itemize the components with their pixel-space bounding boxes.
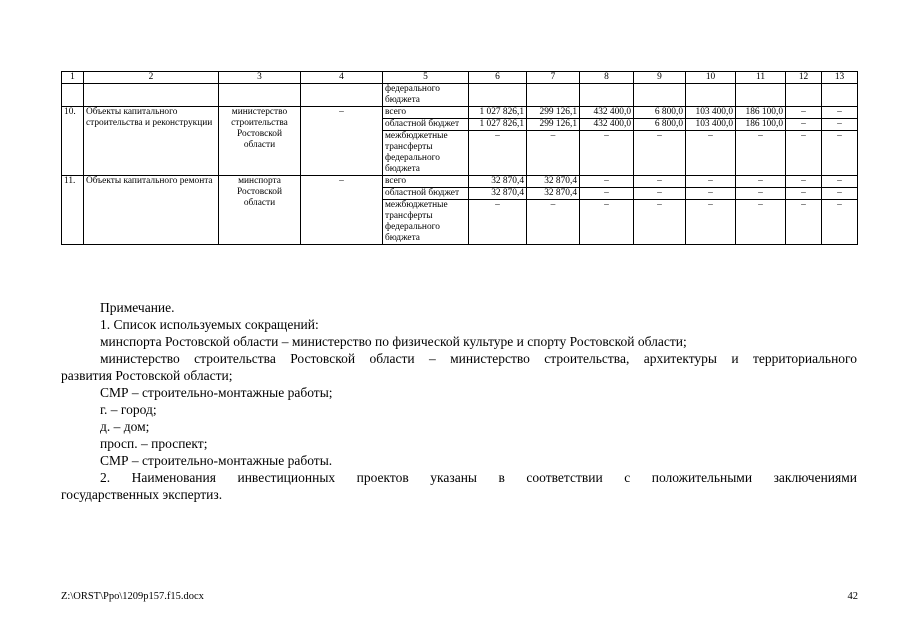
- source-label: межбюджетные трансферты федерального бюджета: [383, 200, 469, 245]
- source-label: областной бюджет: [383, 119, 469, 131]
- cell-value: –: [822, 107, 858, 119]
- abbreviation: СМР – строительно-монтажные работы;: [100, 385, 333, 400]
- cell-value: 32 870,4: [527, 176, 580, 188]
- cell-value: –: [786, 176, 822, 188]
- column-numbers-row: [62, 72, 858, 84]
- cell-value: –: [822, 131, 858, 176]
- note-item: 1. Список используемых сокращений:: [100, 317, 319, 332]
- source-label: всего: [383, 176, 469, 188]
- cell-value: –: [686, 188, 736, 200]
- note-item: 2. Наименования инвестиционных проектов указаны в соответствии с положительными заключениями: [100, 470, 857, 485]
- abbreviation: минспорта Ростовской области – министерство по физической культуре и спорту Ростовской области;: [100, 334, 687, 349]
- col-header: 4: [301, 72, 383, 84]
- cell-value: –: [634, 176, 686, 188]
- cell-value: 1 027 826,1: [469, 119, 527, 131]
- col-header: 6: [469, 72, 527, 84]
- col-header: 12: [786, 72, 822, 84]
- col-header: 5: [383, 72, 469, 84]
- abbreviation: д. – дом;: [100, 419, 150, 434]
- col4-value: –: [301, 176, 383, 245]
- cell-value: –: [634, 200, 686, 245]
- page-number: 42: [847, 591, 858, 602]
- row-number: 10.: [62, 107, 84, 176]
- object-name: Объекты капитального ремонта: [84, 176, 219, 245]
- abbreviation: СМР – строительно-монтажные работы.: [100, 453, 333, 468]
- cell-value: 32 870,4: [527, 188, 580, 200]
- note-item-cont: государственных экспертиз.: [61, 487, 223, 502]
- col-header: 7: [527, 72, 580, 84]
- ministry-name: министерство строительства Ростовской области: [219, 107, 301, 176]
- cell-value: –: [822, 176, 858, 188]
- object-name: Объекты капитального строительства и реконструкции: [84, 107, 219, 176]
- cell-value: 432 400,0: [580, 107, 634, 119]
- source-label: межбюджетные трансферты федерального бюджета: [383, 131, 469, 176]
- table-row: [62, 176, 858, 188]
- cell-value: –: [786, 107, 822, 119]
- cell-value: 1 027 826,1: [469, 107, 527, 119]
- budget-table: [61, 71, 858, 245]
- cell-value: –: [822, 119, 858, 131]
- cell-value: –: [469, 131, 527, 176]
- cell-value: –: [686, 131, 736, 176]
- cell-value: –: [822, 200, 858, 245]
- cell-value: –: [786, 131, 822, 176]
- cell-value: 299 126,1: [527, 107, 580, 119]
- col-header: 8: [580, 72, 634, 84]
- row-number: 11.: [62, 176, 84, 245]
- cell-value: –: [469, 200, 527, 245]
- source-label: областной бюджет: [383, 188, 469, 200]
- file-path: Z:\ORST\Ppo\1209p157.f15.docx: [61, 591, 204, 602]
- cell-value: 6 800,0: [634, 107, 686, 119]
- cell-value: –: [634, 188, 686, 200]
- cell-value: –: [686, 200, 736, 245]
- col-header: 9: [634, 72, 686, 84]
- cell-value: 299 126,1: [527, 119, 580, 131]
- ministry-name: минспорта Ростовской области: [219, 176, 301, 245]
- cell-value: –: [736, 176, 786, 188]
- abbreviation-cont: развития Ростовской области;: [61, 368, 233, 383]
- abbreviation: просп. – проспект;: [100, 436, 208, 451]
- cell-value: –: [580, 176, 634, 188]
- cell-value: –: [786, 119, 822, 131]
- col-header: 10: [686, 72, 736, 84]
- cell-value: –: [527, 200, 580, 245]
- cell-value: 186 100,0: [736, 107, 786, 119]
- cell-value: 6 800,0: [634, 119, 686, 131]
- cell-value: –: [634, 131, 686, 176]
- col-header: 13: [822, 72, 858, 84]
- cell-value: –: [580, 200, 634, 245]
- cell-value: –: [736, 188, 786, 200]
- col-header: 11: [736, 72, 786, 84]
- cell-value: –: [736, 131, 786, 176]
- col-header: 3: [219, 72, 301, 84]
- cell-value: 103 400,0: [686, 107, 736, 119]
- cell-value: 32 870,4: [469, 188, 527, 200]
- col4-value: –: [301, 107, 383, 176]
- col-header: 1: [62, 72, 84, 84]
- cell-value: 32 870,4: [469, 176, 527, 188]
- cell-value: –: [527, 131, 580, 176]
- notes-section: [61, 299, 857, 503]
- note-title: Примечание.: [100, 300, 175, 315]
- abbreviation: министерство строительства Ростовской области – министерство строительства, архитектуры и территориального: [100, 351, 857, 366]
- cell-value: –: [580, 131, 634, 176]
- cell-value: –: [580, 188, 634, 200]
- cell-value: –: [686, 176, 736, 188]
- table-row: [62, 84, 858, 107]
- cell-value: –: [822, 188, 858, 200]
- cell-value: –: [786, 200, 822, 245]
- source-label: всего: [383, 107, 469, 119]
- cell-value: –: [786, 188, 822, 200]
- cell-value: 432 400,0: [580, 119, 634, 131]
- cell-value: 103 400,0: [686, 119, 736, 131]
- abbreviation: г. – город;: [100, 402, 157, 417]
- table-row: [62, 107, 858, 119]
- source-label: федерального бюджета: [383, 84, 469, 107]
- cell-value: –: [736, 200, 786, 245]
- cell-value: 186 100,0: [736, 119, 786, 131]
- col-header: 2: [84, 72, 219, 84]
